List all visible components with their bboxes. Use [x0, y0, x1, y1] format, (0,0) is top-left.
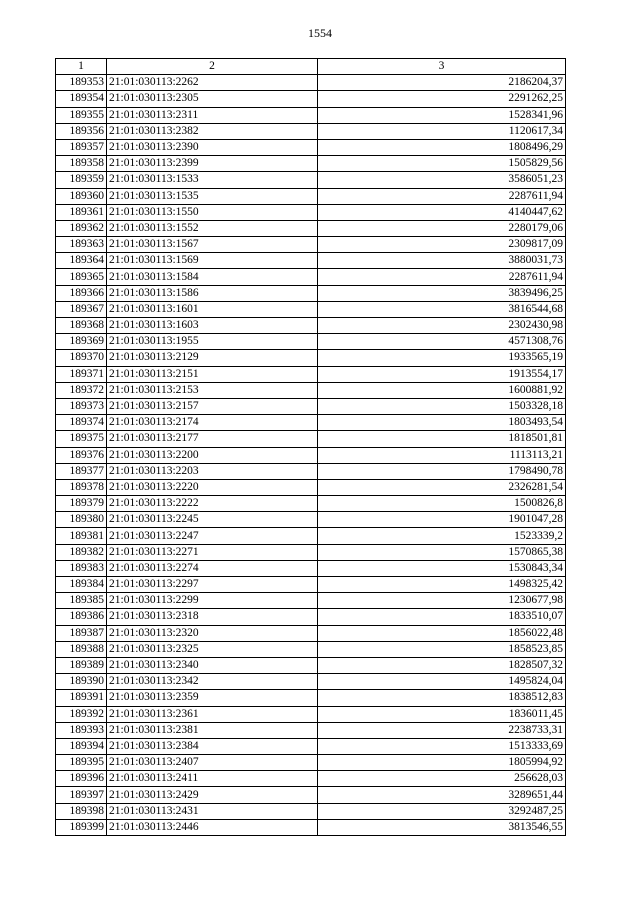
row-number-cell: 189368: [56, 318, 107, 334]
cadastral-number-cell: 21:01:030113:2342: [107, 674, 318, 690]
cadastral-value-table: [55, 58, 566, 836]
cadastral-value-cell: 1500826,8: [318, 496, 566, 512]
cadastral-value-cell: 4140447,62: [318, 204, 566, 220]
cadastral-value-cell: 1600881,92: [318, 382, 566, 398]
cadastral-number-cell: 21:01:030113:1584: [107, 269, 318, 285]
cadastral-number-cell: 21:01:030113:1533: [107, 172, 318, 188]
table-row: [56, 188, 566, 204]
row-number-cell: 189376: [56, 447, 107, 463]
cadastral-value-cell: 1505829,56: [318, 156, 566, 172]
table-row: [56, 528, 566, 544]
cadastral-number-cell: 21:01:030113:2157: [107, 398, 318, 414]
cadastral-value-cell: 3839496,25: [318, 285, 566, 301]
table-row: [56, 787, 566, 803]
table-row: [56, 738, 566, 754]
table-row: [56, 123, 566, 139]
cadastral-number-cell: 21:01:030113:2361: [107, 706, 318, 722]
cadastral-value-cell: 1838512,83: [318, 690, 566, 706]
table-row: [56, 107, 566, 123]
row-number-cell: 189387: [56, 625, 107, 641]
cadastral-value-cell: 2287611,94: [318, 269, 566, 285]
cadastral-number-cell: 21:01:030113:2274: [107, 560, 318, 576]
cadastral-value-cell: 1495824,04: [318, 674, 566, 690]
row-number-cell: 189385: [56, 593, 107, 609]
cadastral-number-cell: 21:01:030113:2320: [107, 625, 318, 641]
cadastral-number-cell: 21:01:030113:1601: [107, 301, 318, 317]
table-row: [56, 447, 566, 463]
cadastral-value-cell: 1503328,18: [318, 398, 566, 414]
cadastral-number-cell: 21:01:030113:2245: [107, 512, 318, 528]
row-number-cell: 189397: [56, 787, 107, 803]
row-number-cell: 189389: [56, 657, 107, 673]
cadastral-number-cell: 21:01:030113:2384: [107, 738, 318, 754]
header-col-2: 2: [107, 59, 318, 75]
cadastral-value-cell: 1828507,32: [318, 657, 566, 673]
cadastral-number-cell: 21:01:030113:1567: [107, 237, 318, 253]
row-number-cell: 189354: [56, 91, 107, 107]
table-row: [56, 350, 566, 366]
cadastral-value-cell: 3880031,73: [318, 253, 566, 269]
row-number-cell: 189362: [56, 220, 107, 236]
cadastral-number-cell: 21:01:030113:2340: [107, 657, 318, 673]
cadastral-value-cell: 1230677,98: [318, 593, 566, 609]
table-row: [56, 819, 566, 835]
cadastral-value-cell: 1113113,21: [318, 447, 566, 463]
row-number-cell: 189391: [56, 690, 107, 706]
cadastral-value-cell: 1901047,28: [318, 512, 566, 528]
cadastral-value-cell: 2287611,94: [318, 188, 566, 204]
row-number-cell: 189392: [56, 706, 107, 722]
cadastral-value-cell: 1808496,29: [318, 139, 566, 155]
cadastral-value-cell: 3292487,25: [318, 803, 566, 819]
cadastral-value-cell: 1805994,92: [318, 755, 566, 771]
table-row: [56, 706, 566, 722]
cadastral-value-cell: 256628,03: [318, 771, 566, 787]
table-body: [56, 75, 566, 836]
cadastral-value-cell: 4571308,76: [318, 334, 566, 350]
cadastral-number-cell: 21:01:030113:2411: [107, 771, 318, 787]
row-number-cell: 189366: [56, 285, 107, 301]
cadastral-number-cell: 21:01:030113:2297: [107, 577, 318, 593]
header-col-3: 3: [318, 59, 566, 75]
table-row: [56, 301, 566, 317]
table-row: [56, 771, 566, 787]
table-row: [56, 220, 566, 236]
table-row: [56, 334, 566, 350]
cadastral-value-cell: 1513333,69: [318, 738, 566, 754]
row-number-cell: 189357: [56, 139, 107, 155]
table-row: [56, 577, 566, 593]
cadastral-value-cell: 2302430,98: [318, 318, 566, 334]
cadastral-number-cell: 21:01:030113:2203: [107, 463, 318, 479]
table-row: [56, 560, 566, 576]
table-row: [56, 641, 566, 657]
row-number-cell: 189356: [56, 123, 107, 139]
cadastral-number-cell: 21:01:030113:2151: [107, 366, 318, 382]
row-number-cell: 189355: [56, 107, 107, 123]
cadastral-value-cell: 1833510,07: [318, 609, 566, 625]
row-number-cell: 189369: [56, 334, 107, 350]
table-row: [56, 91, 566, 107]
cadastral-number-cell: 21:01:030113:2153: [107, 382, 318, 398]
cadastral-value-cell: 1528341,96: [318, 107, 566, 123]
cadastral-number-cell: 21:01:030113:2359: [107, 690, 318, 706]
cadastral-number-cell: 21:01:030113:2129: [107, 350, 318, 366]
cadastral-number-cell: 21:01:030113:2174: [107, 415, 318, 431]
cadastral-number-cell: 21:01:030113:2431: [107, 803, 318, 819]
table-row: [56, 803, 566, 819]
table-row: [56, 674, 566, 690]
row-number-cell: 189383: [56, 560, 107, 576]
cadastral-number-cell: 21:01:030113:1535: [107, 188, 318, 204]
cadastral-value-cell: 1570865,38: [318, 544, 566, 560]
cadastral-value-cell: 1818501,81: [318, 431, 566, 447]
table-row: [56, 285, 566, 301]
row-number-cell: 189377: [56, 463, 107, 479]
row-number-cell: 189359: [56, 172, 107, 188]
table-row: [56, 382, 566, 398]
table-row: [56, 431, 566, 447]
row-number-cell: 189361: [56, 204, 107, 220]
cadastral-value-cell: 3816544,68: [318, 301, 566, 317]
cadastral-value-cell: 3289651,44: [318, 787, 566, 803]
table-row: [56, 544, 566, 560]
cadastral-value-cell: 1858523,85: [318, 641, 566, 657]
row-number-cell: 189367: [56, 301, 107, 317]
cadastral-value-cell: 2291262,25: [318, 91, 566, 107]
table-row: [56, 156, 566, 172]
cadastral-number-cell: 21:01:030113:1552: [107, 220, 318, 236]
cadastral-number-cell: 21:01:030113:2382: [107, 123, 318, 139]
table-row: [56, 512, 566, 528]
row-number-cell: 189379: [56, 496, 107, 512]
cadastral-number-cell: 21:01:030113:2381: [107, 722, 318, 738]
table-row: [56, 463, 566, 479]
row-number-cell: 189384: [56, 577, 107, 593]
row-number-cell: 189398: [56, 803, 107, 819]
table-row: [56, 479, 566, 495]
table-row: [56, 657, 566, 673]
row-number-cell: 189371: [56, 366, 107, 382]
header-col-1: 1: [56, 59, 107, 75]
cadastral-number-cell: 21:01:030113:2446: [107, 819, 318, 835]
row-number-cell: 189382: [56, 544, 107, 560]
row-number-cell: 189390: [56, 674, 107, 690]
cadastral-value-cell: 2309817,09: [318, 237, 566, 253]
cadastral-value-cell: 1120617,34: [318, 123, 566, 139]
table-row: [56, 172, 566, 188]
row-number-cell: 189386: [56, 609, 107, 625]
row-number-cell: 189395: [56, 755, 107, 771]
table-row: [56, 593, 566, 609]
cadastral-number-cell: 21:01:030113:2429: [107, 787, 318, 803]
row-number-cell: 189381: [56, 528, 107, 544]
row-number-cell: 189358: [56, 156, 107, 172]
cadastral-number-cell: 21:01:030113:1955: [107, 334, 318, 350]
page-number: 1554: [308, 26, 332, 40]
table-row: [56, 625, 566, 641]
table-row: [56, 755, 566, 771]
row-number-cell: 189393: [56, 722, 107, 738]
row-number-cell: 189365: [56, 269, 107, 285]
cadastral-number-cell: 21:01:030113:2271: [107, 544, 318, 560]
cadastral-value-cell: 2186204,37: [318, 75, 566, 91]
row-number-cell: 189363: [56, 237, 107, 253]
table-row: [56, 139, 566, 155]
cadastral-value-cell: 2238733,31: [318, 722, 566, 738]
cadastral-number-cell: 21:01:030113:2407: [107, 755, 318, 771]
cadastral-value-cell: 1803493,54: [318, 415, 566, 431]
row-number-cell: 189375: [56, 431, 107, 447]
row-number-cell: 189374: [56, 415, 107, 431]
cadastral-value-cell: 1530843,34: [318, 560, 566, 576]
cadastral-number-cell: 21:01:030113:2305: [107, 91, 318, 107]
cadastral-number-cell: 21:01:030113:2399: [107, 156, 318, 172]
cadastral-number-cell: 21:01:030113:2318: [107, 609, 318, 625]
row-number-cell: 189372: [56, 382, 107, 398]
table-row: [56, 496, 566, 512]
cadastral-value-cell: 3586051,23: [318, 172, 566, 188]
cadastral-number-cell: 21:01:030113:2262: [107, 75, 318, 91]
row-number-cell: 189396: [56, 771, 107, 787]
cadastral-number-cell: 21:01:030113:2247: [107, 528, 318, 544]
table-row: [56, 609, 566, 625]
cadastral-value-cell: 1523339,2: [318, 528, 566, 544]
row-number-cell: 189353: [56, 75, 107, 91]
row-number-cell: 189360: [56, 188, 107, 204]
cadastral-number-cell: 21:01:030113:2220: [107, 479, 318, 495]
table-row: [56, 269, 566, 285]
cadastral-value-cell: 2280179,06: [318, 220, 566, 236]
cadastral-number-cell: 21:01:030113:2222: [107, 496, 318, 512]
cadastral-value-cell: 1856022,48: [318, 625, 566, 641]
cadastral-number-cell: 21:01:030113:1603: [107, 318, 318, 334]
table-row: [56, 75, 566, 91]
table-row: [56, 722, 566, 738]
row-number-cell: 189394: [56, 738, 107, 754]
cadastral-number-cell: 21:01:030113:2390: [107, 139, 318, 155]
cadastral-value-cell: 1913554,17: [318, 366, 566, 382]
row-number-cell: 189399: [56, 819, 107, 835]
cadastral-number-cell: 21:01:030113:2200: [107, 447, 318, 463]
row-number-cell: 189364: [56, 253, 107, 269]
table-row: [56, 366, 566, 382]
table-row: [56, 253, 566, 269]
cadastral-value-cell: 2326281,54: [318, 479, 566, 495]
cadastral-value-cell: 1498325,42: [318, 577, 566, 593]
row-number-cell: 189378: [56, 479, 107, 495]
cadastral-value-cell: 1933565,19: [318, 350, 566, 366]
cadastral-number-cell: 21:01:030113:1586: [107, 285, 318, 301]
row-number-cell: 189370: [56, 350, 107, 366]
cadastral-number-cell: 21:01:030113:2299: [107, 593, 318, 609]
table-row: [56, 415, 566, 431]
row-number-cell: 189380: [56, 512, 107, 528]
table-row: [56, 318, 566, 334]
cadastral-number-cell: 21:01:030113:2325: [107, 641, 318, 657]
cadastral-value-cell: 3813546,55: [318, 819, 566, 835]
cadastral-number-cell: 21:01:030113:1550: [107, 204, 318, 220]
row-number-cell: 189388: [56, 641, 107, 657]
table-row: [56, 204, 566, 220]
table-row: [56, 237, 566, 253]
cadastral-number-cell: 21:01:030113:2311: [107, 107, 318, 123]
cadastral-value-cell: 1798490,78: [318, 463, 566, 479]
table-header: [56, 59, 566, 75]
header-row: [56, 59, 566, 75]
cadastral-value-cell: 1836011,45: [318, 706, 566, 722]
row-number-cell: 189373: [56, 398, 107, 414]
cadastral-number-cell: 21:01:030113:2177: [107, 431, 318, 447]
cadastral-number-cell: 21:01:030113:1569: [107, 253, 318, 269]
table-row: [56, 398, 566, 414]
table-row: [56, 690, 566, 706]
